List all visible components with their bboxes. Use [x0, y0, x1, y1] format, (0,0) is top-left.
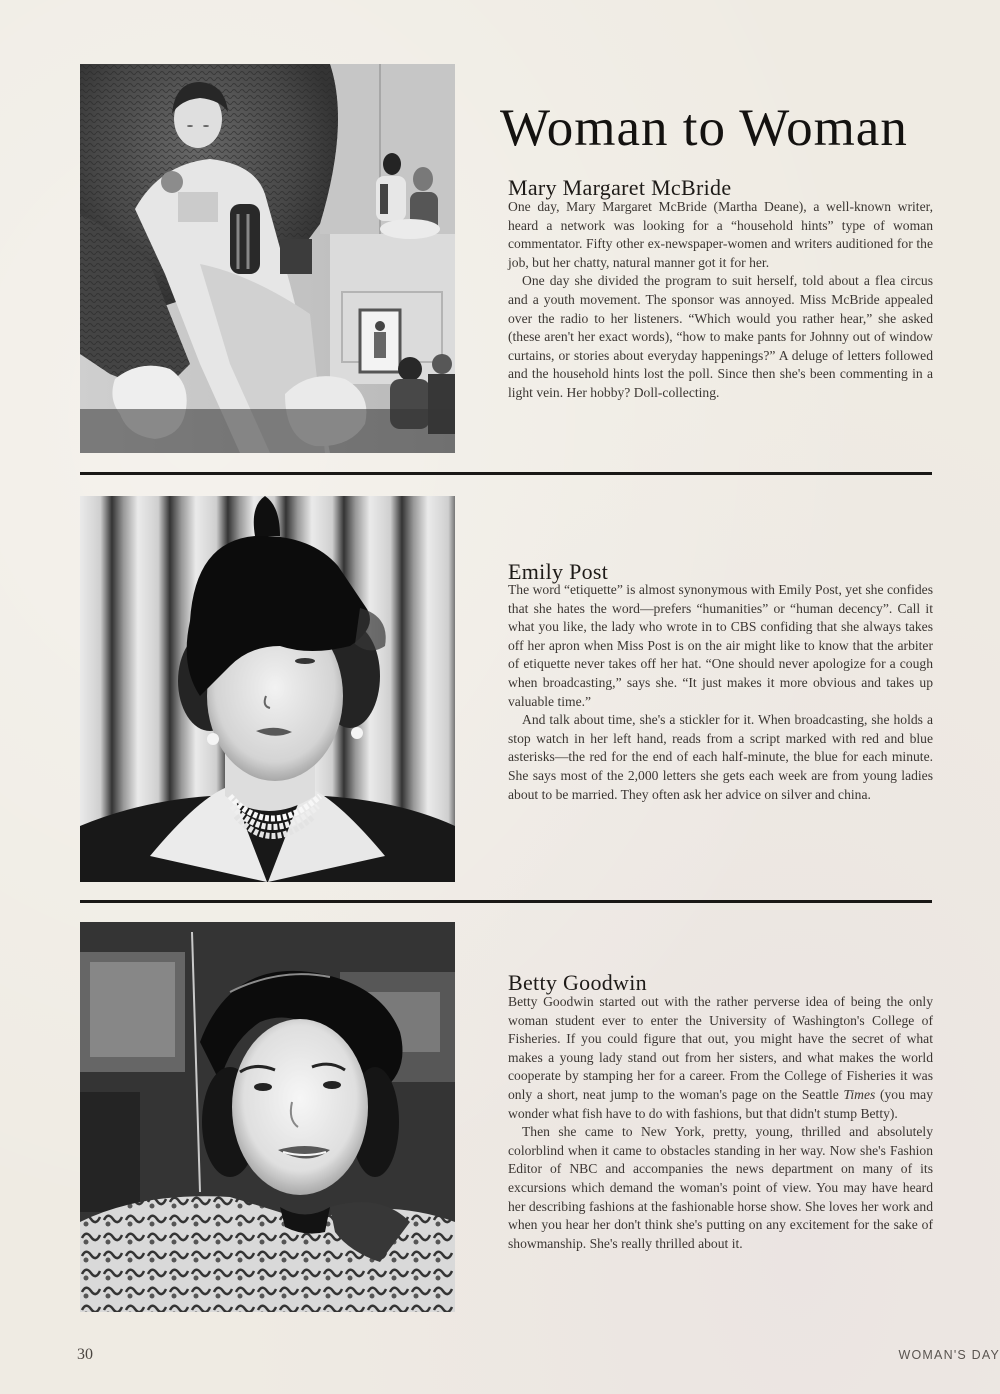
- photo-image: [80, 496, 455, 882]
- photo-image: [80, 64, 455, 453]
- article-body-mcbride: [508, 198, 933, 403]
- article-body-emily-post: [508, 581, 933, 804]
- paragraph: [508, 993, 933, 1123]
- newspaper-name-italic: Times: [843, 1086, 876, 1102]
- photo-betty-goodwin: [80, 922, 455, 1312]
- section-divider: [80, 472, 932, 475]
- article-heading-mcbride: Mary Margaret McBride: [508, 175, 732, 201]
- section-divider: [80, 900, 932, 903]
- paragraph: The word “etiquette” is almost synonymous with Emily Post, yet she confides that she hates the word—prefers “humanities” or “human decency”. Call it what you like, the lady who wrote in to CBS confiding that she always takes off her apron when Miss Post is on the air might like to know that the arbiter of etiquette never takes off her hat. “One should never apologize for a cough when broadcasting,” says she. “It just makes it more obvious and takes up valuable time.”: [508, 582, 933, 709]
- photo-mary-margaret-mcbride: [80, 64, 455, 453]
- paragraph: Then she came to New York, pretty, young, thrilled and absolutely colorblind when it came to obstacles standing in her way. Now she's Fashion Editor of NBC and accompanies the news department on many of its excursions which demand the woman's point of view. You may have heard her describing fashions at the fashionable horse show. She loves her work and when you hear her don't think she's putting on any excitement for the sake of showmanship. She's really thrilled about it.: [508, 1124, 933, 1251]
- paragraph: One day she divided the program to suit herself, told about a flea circus and a youth movement. The sponsor was annoyed. Miss McBride appealed over the radio to her listeners. “Which would you rather hear,” she asked (these aren't her exact words), “how to make pants for Johnny out of window curtains, or stories about everyday happenings?” A deluge of letters followed and the household hints lost the poll. Since then she's been commenting in a light vein. Her hobby? Doll-collecting.: [508, 273, 933, 400]
- paragraph-text: (you may wonder what fish have to do with fashions, but that didn't stump Betty).: [508, 1086, 933, 1121]
- paragraph: And talk about time, she's a stickler for it. When broadcasting, she holds a stop watch in her left hand, reads from a script marked with red and blue asterisks—the red for the end of each half-minute, the blue for each minute. She says most of the 2,000 letters she gets each week are from young ladies about to be married. They often ask her advice on silver and china.: [508, 712, 933, 802]
- magazine-name: WOMAN'S DAY: [898, 1348, 1000, 1362]
- page-title: Woman to Woman: [500, 98, 908, 157]
- page-number: 30: [77, 1346, 93, 1363]
- paragraph: One day, Mary Margaret McBride (Martha Deane), a well-known writer, heard a network was looking for a “household hints” type of woman commentator. Fifty other ex-newspaper-women and writers auditioned for the job, but her chatty, natural manner got it for her.: [508, 199, 933, 270]
- article-heading-betty-goodwin: Betty Goodwin: [508, 970, 647, 996]
- article-body-betty-goodwin: [508, 993, 933, 1253]
- photo-emily-post: [80, 496, 455, 882]
- photo-image: [80, 922, 455, 1312]
- article-heading-emily-post: Emily Post: [508, 559, 609, 585]
- paragraph-text: Betty Goodwin started out with the rather perverse idea of being the only woman student ever to enter the University of Washington's College of Fisheries. If you could figure that out, you might have the secret of what makes a young lady stand out from her sisters, and what makes the world cooperate by stamping her for a career. From the College of Fisheries it was only a short, neat jump to the woman's page on the Seattle: [508, 994, 933, 1102]
